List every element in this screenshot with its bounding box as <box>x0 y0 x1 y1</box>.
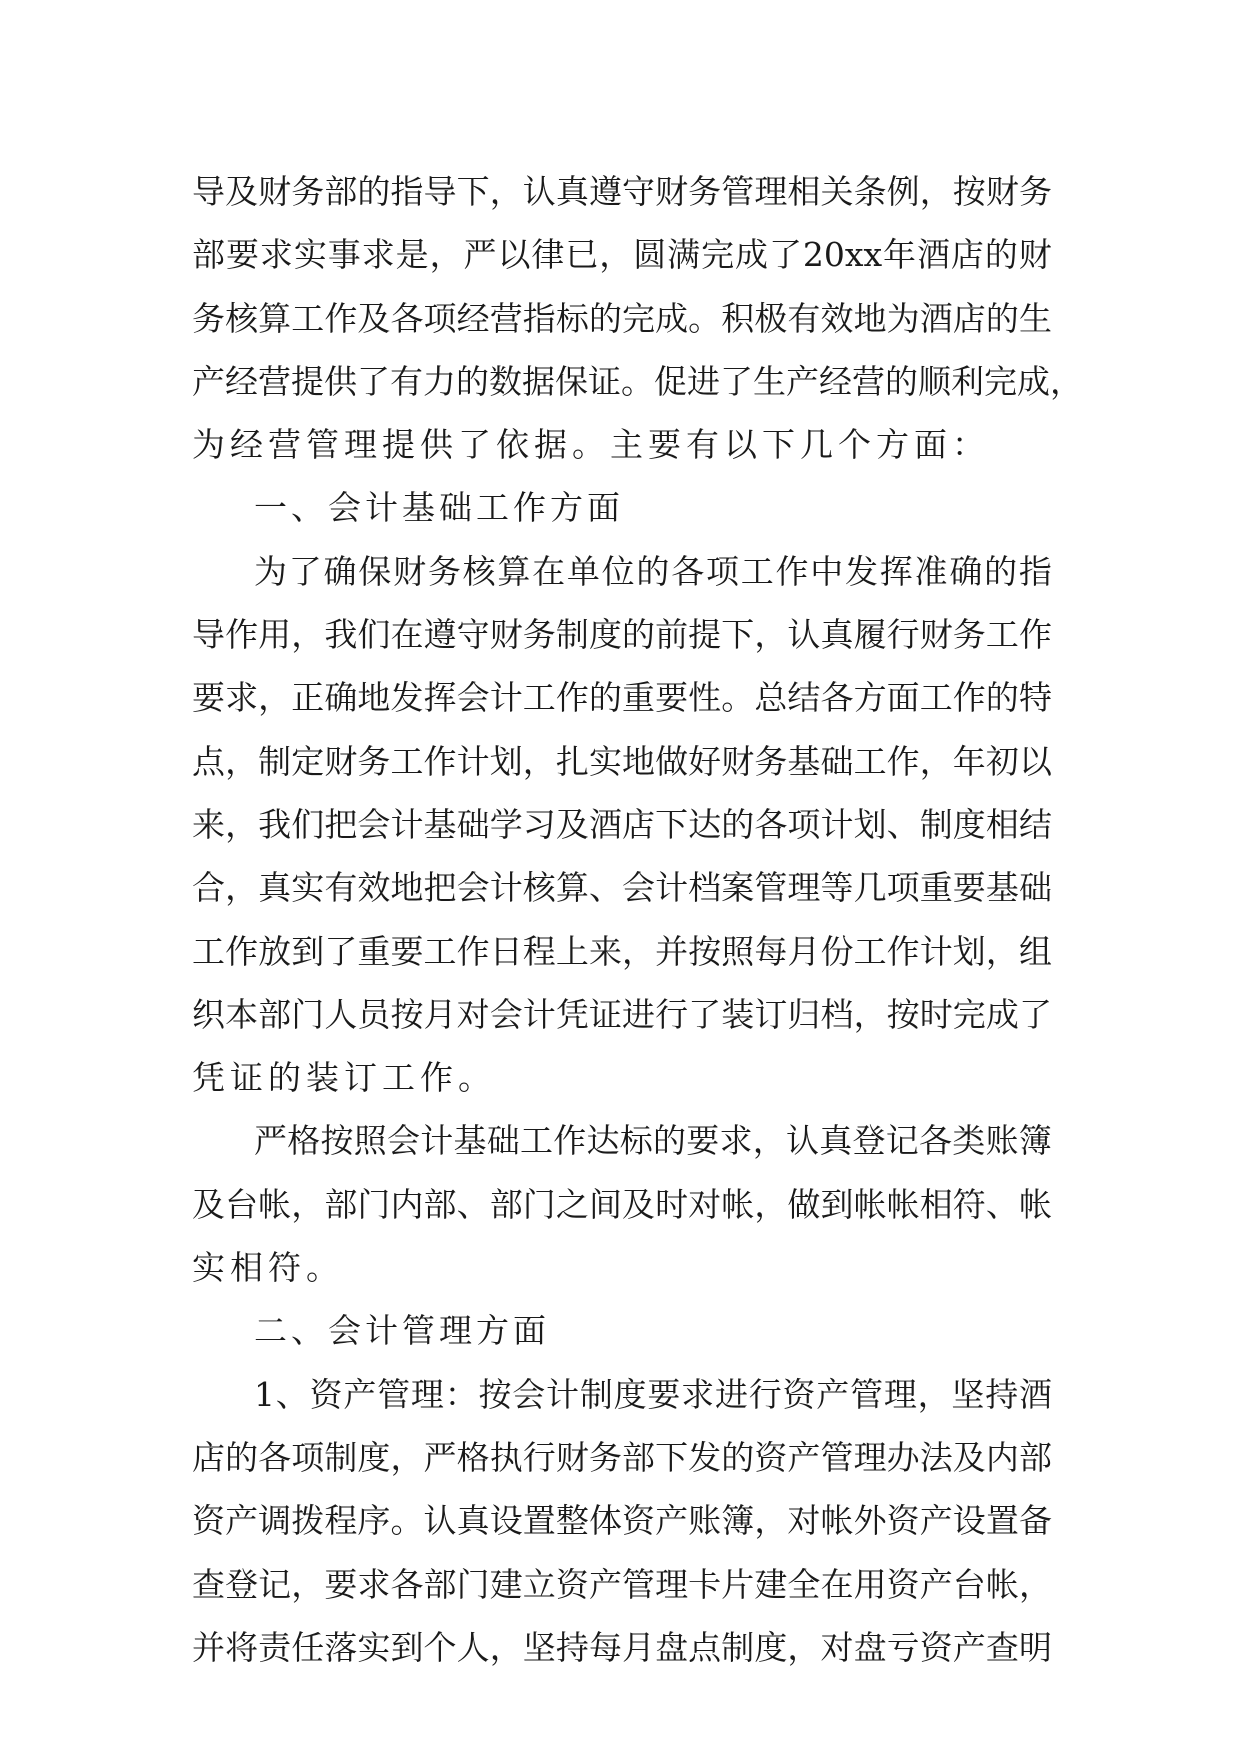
text-line: 实相符。 <box>192 1248 344 1288</box>
section-heading: 一、会计基础工作方面 <box>254 488 624 528</box>
text-line: 导 作 用 ， 我 们 在 遵 守 财 务 制 度 的 前 提 下 ， 认 真 履 行 财 务 工 作 <box>192 615 1052 655</box>
section-heading: 二、会计管理方面 <box>254 1311 550 1351</box>
text-line: 1 、 资 产 管 理 ： 按 会 计 制 度 要 求 进 行 资 产 管 理 ， 坚 持 酒 <box>254 1374 1052 1414</box>
text-line: 织 本 部 门 人 员 按 月 对 会 计 凭 证 进 行 了 装 订 归 档 ， 按 时 完 成 了 <box>192 994 1052 1034</box>
text-line: 务 核 算 工 作 及 各 项 经 营 指 标 的 完 成 。 积 极 有 效 地 为 酒 店 的 生 <box>192 298 1052 338</box>
text-line: 为 了 确 保 财 务 核 算 在 单 位 的 各 项 工 作 中 发 挥 准 确 的 指 <box>254 551 1052 591</box>
text-line: 导 及 财 务 部 的 指 导 下 ， 认 真 遵 守 财 务 管 理 相 关 条 例 ， 按 财 务 <box>192 172 1052 211</box>
text-line: 要 求 ， 正 确 地 发 挥 会 计 工 作 的 重 要 性 。 总 结 各 方 面 工 作 的 特 <box>192 678 1052 718</box>
text-line: 部 要 求 实 事 求 是 ， 严 以 律 已 ， 圆 满 完 成 了 20xx 年 酒 店 的 财 <box>192 235 1052 275</box>
text-line: 产 经 营 提 供 了 有 力 的 数 据 保 证 。 促 进 了 生 产 经 营 的 顺 利 完 成 ， <box>192 361 1083 401</box>
text-line: 合 ， 真 实 有 效 地 把 会 计 核 算 、 会 计 档 案 管 理 等 几 项 重 要 基 础 <box>192 868 1052 908</box>
text-line: 并 将 责 任 落 实 到 个 人 ， 坚 持 每 月 盘 点 制 度 ， 对 盘 亏 资 产 查 明 <box>192 1627 1052 1667</box>
text-line: 工 作 放 到 了 重 要 工 作 日 程 上 来 ， 并 按 照 每 月 份 工 作 计 划 ， 组 <box>192 931 1052 971</box>
document-body <box>192 160 1083 1679</box>
text-line: 凭证的装订工作。 <box>192 1058 496 1098</box>
text-line: 店 的 各 项 制 度 ， 严 格 执 行 财 务 部 下 发 的 资 产 管 理 办 法 及 内 部 <box>192 1437 1052 1477</box>
text-line: 来 ， 我 们 把 会 计 基 础 学 习 及 酒 店 下 达 的 各 项 计 划 、 制 度 相 结 <box>192 804 1052 844</box>
text-line: 点 ， 制 定 财 务 工 作 计 划 ， 扎 实 地 做 好 财 务 基 础 工 作 ， 年 初 以 <box>192 741 1052 781</box>
text-line: 及 台 帐 ， 部 门 内 部 、 部 门 之 间 及 时 对 帐 ， 做 到 帐 帐 相 符 、 帐 <box>192 1184 1052 1224</box>
text-line: 查 登 记 ， 要 求 各 部 门 建 立 资 产 管 理 卡 片 建 全 在 用 资 产 台 帐 ， <box>192 1564 1052 1604</box>
text-line: 严 格 按 照 会 计 基 础 工 作 达 标 的 要 求 ， 认 真 登 记 各 类 账 簿 <box>254 1121 1052 1161</box>
text-line: 资 产 调 拨 程 序 。 认 真 设 置 整 体 资 产 账 簿 ， 对 帐 外 资 产 设 置 备 <box>192 1501 1052 1541</box>
text-line: 为经营管理提供了依据。主要有以下几个方面： <box>192 425 990 465</box>
